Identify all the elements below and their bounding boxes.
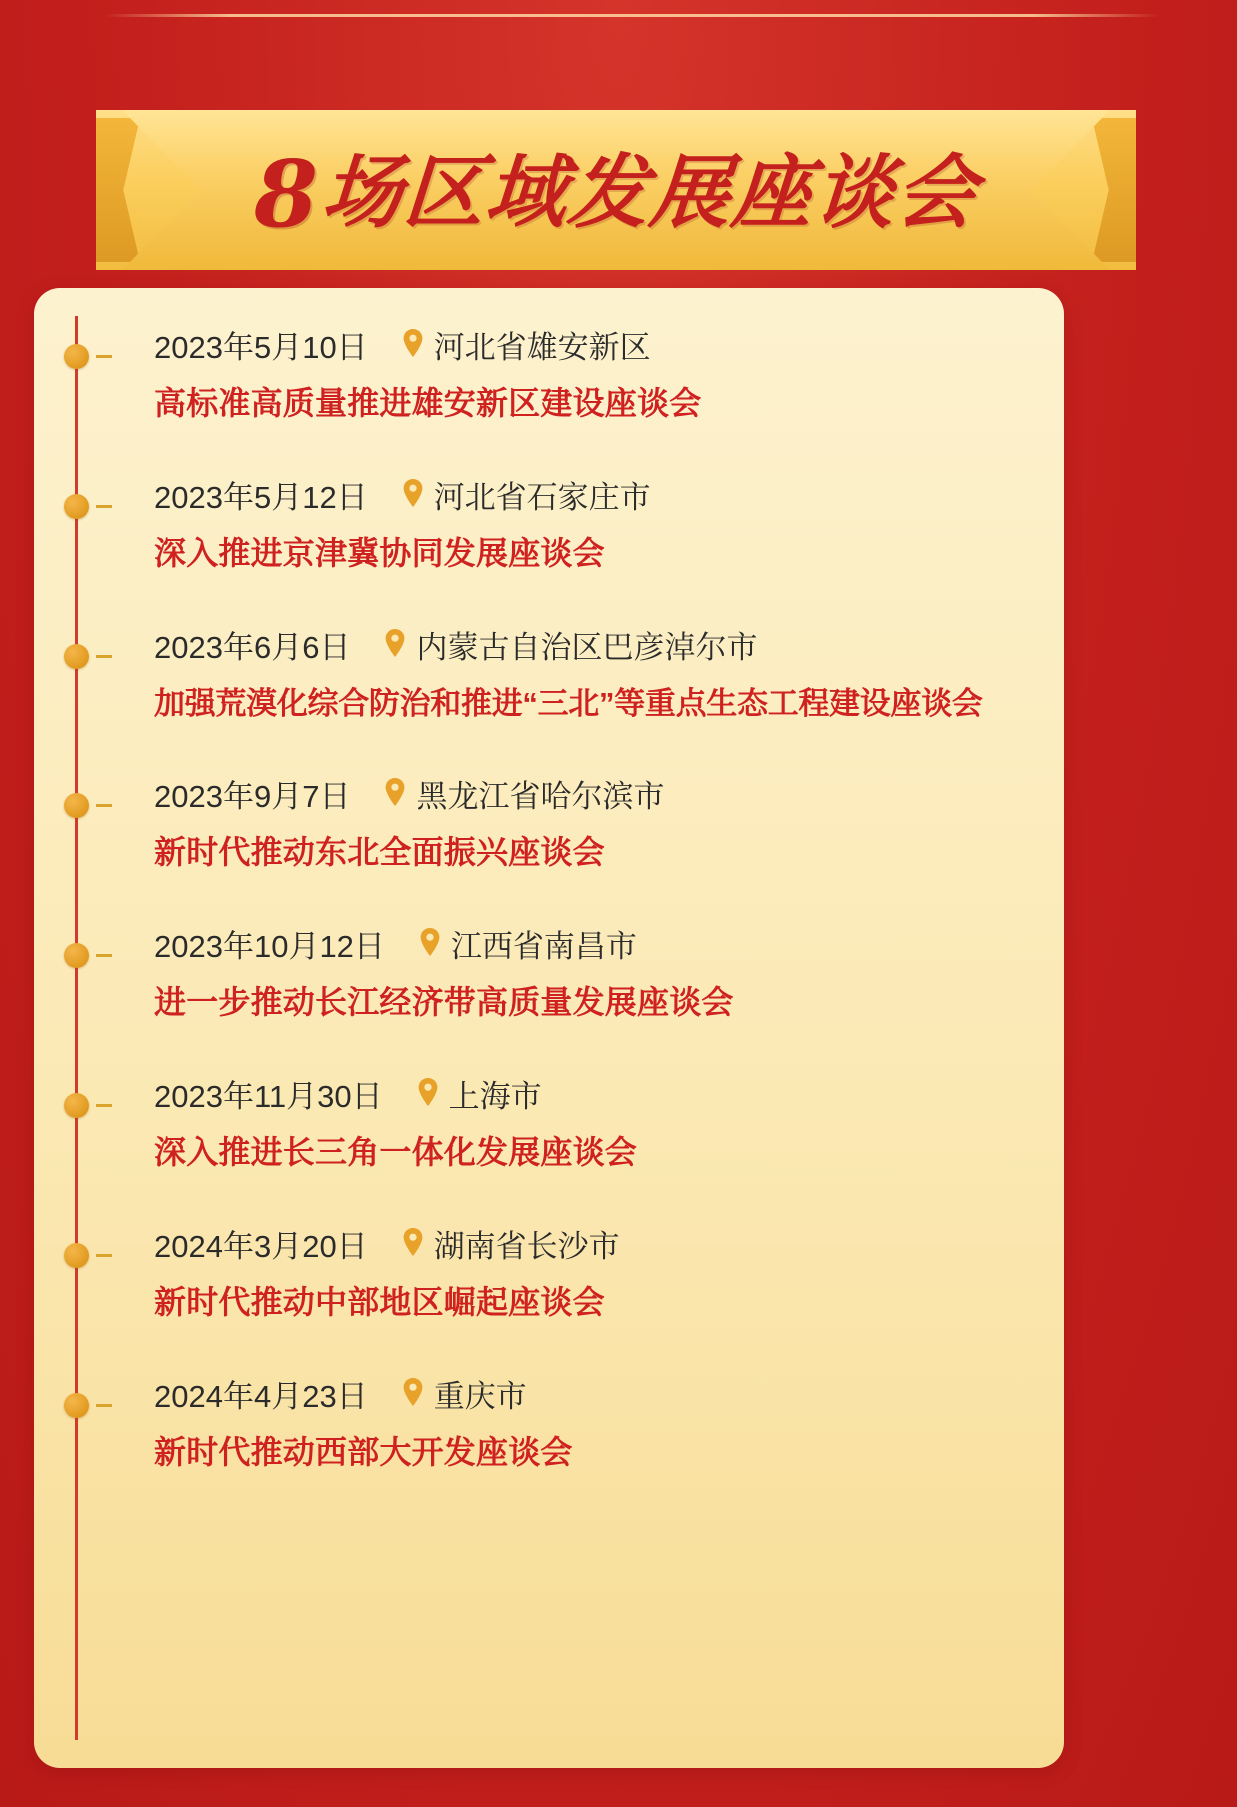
item-header [62, 919, 1064, 967]
location-pin-icon [419, 927, 441, 957]
item-date: 2023年10月12日 [154, 928, 385, 964]
list-item [34, 1219, 1064, 1323]
item-header [62, 470, 1064, 518]
location-pin-icon [417, 1077, 439, 1107]
item-place: 河北省雄安新区 [433, 329, 651, 365]
item-date: 2023年5月12日 [154, 479, 368, 515]
item-header [62, 1069, 1064, 1117]
item-place: 河北省石家庄市 [433, 479, 651, 515]
banner-ribbon [96, 110, 1136, 270]
item-date: 2023年9月7日 [154, 778, 351, 814]
banner-number: 8 [253, 140, 318, 248]
timeline-dash [96, 355, 112, 358]
item-title: 加强荒漠化综合防治和推进“三北”等重点生态工程建设座谈会 [154, 686, 983, 721]
item-date: 2023年5月10日 [154, 329, 368, 365]
timeline-dot-icon [64, 344, 89, 369]
timeline-dot-icon [64, 494, 89, 519]
banner-text: 场区域发展座谈会 [318, 145, 982, 239]
timeline-dash [96, 505, 112, 508]
list-item [34, 320, 1064, 424]
timeline-dot-icon [64, 1243, 89, 1268]
location-pin-icon [402, 478, 424, 508]
location-pin-icon [384, 628, 406, 658]
item-date: 2023年11月30日 [154, 1078, 383, 1114]
banner-title [96, 110, 1136, 270]
top-divider [104, 14, 1159, 17]
timeline-dash [96, 1254, 112, 1257]
item-title: 进一步推动长江经济带高质量发展座谈会 [154, 984, 734, 1020]
item-place: 上海市 [448, 1078, 542, 1114]
timeline-dash [96, 655, 112, 658]
list-item [34, 919, 1064, 1023]
location-pin-icon [402, 1377, 424, 1407]
list-item [34, 769, 1064, 873]
timeline-card [34, 288, 1064, 1768]
list-item [34, 620, 1064, 723]
list-item [34, 1369, 1064, 1473]
item-title: 高标准高质量推进雄安新区建设座谈会 [154, 385, 702, 421]
item-date: 2024年3月20日 [154, 1228, 368, 1264]
item-header [62, 320, 1064, 368]
item-title: 深入推进长三角一体化发展座谈会 [154, 1134, 638, 1170]
timeline-dot-icon [64, 793, 89, 818]
item-header [62, 1369, 1064, 1417]
list-item [34, 470, 1064, 574]
timeline-dash [96, 1104, 112, 1107]
item-place: 内蒙古自治区巴彦淖尔市 [416, 629, 758, 665]
location-pin-icon [402, 1227, 424, 1257]
item-place: 湖南省长沙市 [433, 1228, 620, 1264]
item-title: 深入推进京津冀协同发展座谈会 [154, 535, 605, 571]
item-title: 新时代推动西部大开发座谈会 [154, 1434, 573, 1470]
item-header [62, 620, 1064, 668]
item-place: 江西省南昌市 [450, 928, 637, 964]
list-item [34, 1069, 1064, 1173]
item-place: 黑龙江省哈尔滨市 [416, 778, 665, 814]
item-header [62, 1219, 1064, 1267]
item-date: 2024年4月23日 [154, 1378, 368, 1414]
timeline-dot-icon [64, 943, 89, 968]
item-header [62, 769, 1064, 817]
item-title: 新时代推动东北全面振兴座谈会 [154, 834, 605, 870]
timeline-dash [96, 954, 112, 957]
item-date: 2023年6月6日 [154, 629, 351, 665]
timeline-dot-icon [64, 1393, 89, 1418]
item-title: 新时代推动中部地区崛起座谈会 [154, 1284, 605, 1320]
timeline-dash [96, 804, 112, 807]
item-place: 重庆市 [433, 1378, 527, 1414]
timeline-list [34, 320, 1064, 1473]
location-pin-icon [402, 328, 424, 358]
timeline-dot-icon [64, 644, 89, 669]
timeline-dash [96, 1404, 112, 1407]
location-pin-icon [384, 777, 406, 807]
timeline-dot-icon [64, 1093, 89, 1118]
